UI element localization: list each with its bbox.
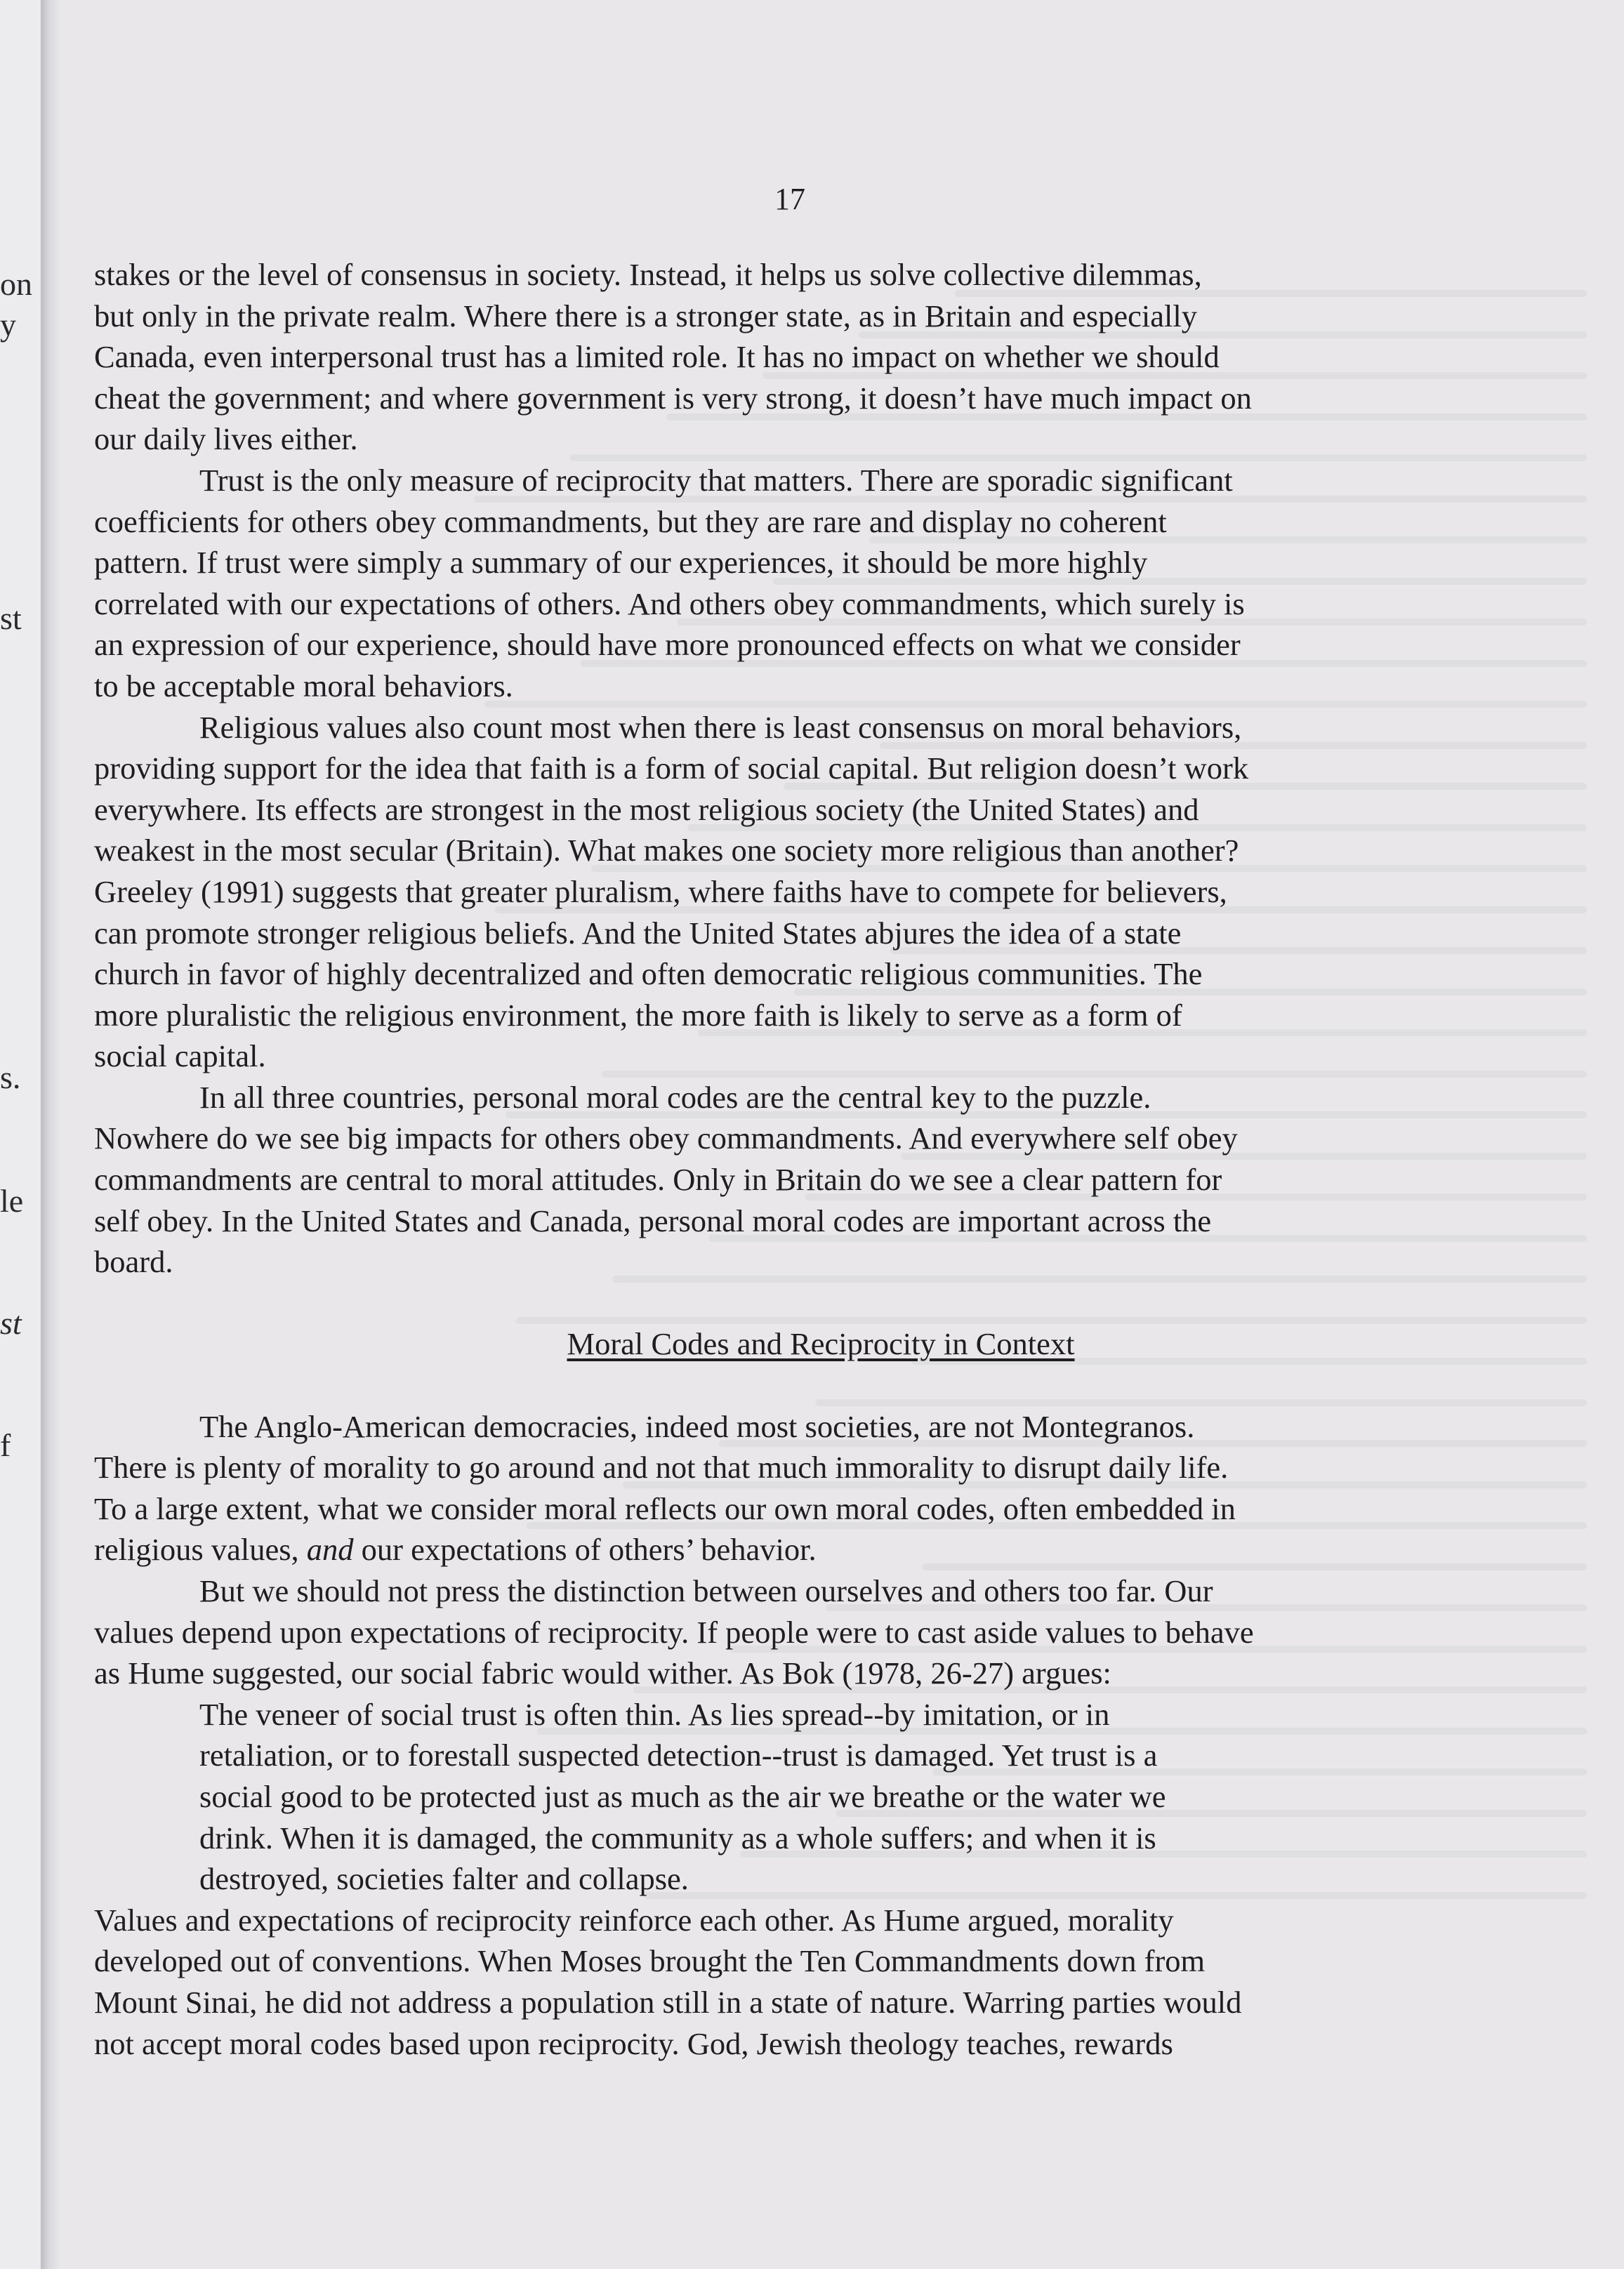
spacer xyxy=(94,1365,1498,1406)
prev-page-fragment: y xyxy=(0,307,16,343)
page-body xyxy=(94,254,1498,2064)
paragraph-line: board. xyxy=(94,1244,173,1280)
paragraph-line: not accept moral codes based upon reciprocity. God, Jewish theology teaches, rewards xyxy=(94,2025,1173,2061)
prev-page-fragment: f xyxy=(0,1427,11,1463)
prev-page-fragment: le xyxy=(0,1183,24,1219)
line-segment: religious values, xyxy=(94,1532,307,1568)
paragraph xyxy=(94,1900,1498,2064)
paragraph xyxy=(94,254,1498,460)
text-flow xyxy=(94,254,1498,2064)
paragraph-line: our daily lives either. xyxy=(94,421,358,457)
spacer xyxy=(94,1283,1498,1324)
paragraph-line: everywhere. Its effects are strongest in the most religious society (the United States) and xyxy=(94,791,1199,827)
quote-line: drink. When it is damaged, the community as a whole suffers; and when it is xyxy=(199,1820,1156,1855)
paragraph-line: Greeley (1991) suggests that greater pluralism, where faiths have to compete for believers, xyxy=(94,873,1227,909)
section-heading: Moral Codes and Reciprocity in Context xyxy=(567,1326,1075,1362)
page-number: 17 xyxy=(774,182,805,216)
paragraph-line: correlated with our expectations of others. And others obey commandments, which surely is xyxy=(94,586,1245,621)
prev-page-fragment: st xyxy=(0,1305,22,1341)
paragraph-line: can promote stronger religious beliefs. And the United States abjures the idea of a state xyxy=(94,915,1182,951)
block-quote xyxy=(94,1694,1498,1900)
paragraph xyxy=(94,1570,1498,1694)
paragraph-line: pattern. If trust were simply a summary of our experiences, it should be more highly xyxy=(94,545,1148,581)
paragraph-line: coefficients for others obey commandments, but they are rare and display no coherent xyxy=(94,503,1167,539)
paragraph-line: as Hume suggested, our social fabric would wither. As Bok (1978, 26-27) argues: xyxy=(94,1655,1111,1691)
paragraph xyxy=(94,1406,1498,1570)
paragraph-line: In all three countries, personal moral codes are the central key to the puzzle. xyxy=(199,1079,1151,1115)
line-segment: our expectations of others’ behavior. xyxy=(353,1532,817,1568)
paragraph-line: cheat the government; and where government is very strong, it doesn’t have much impact on xyxy=(94,380,1252,416)
paragraph-line: values depend upon expectations of reciprocity. If people were to cast aside values to behave xyxy=(94,1614,1254,1650)
quote-line: retaliation, or to forestall suspected detection--trust is damaged. Yet trust is a xyxy=(199,1738,1158,1773)
paragraph-line: Mount Sinai, he did not address a population still in a state of nature. Warring parties would xyxy=(94,1984,1242,2020)
previous-page-edge xyxy=(0,0,44,2269)
paragraph xyxy=(94,707,1498,1077)
quote-line: social good to be protected just as much as the air we breathe or the water we xyxy=(199,1778,1166,1814)
paragraph-line: stakes or the level of consensus in society. Instead, it helps us solve collective dilemmas, xyxy=(94,257,1202,292)
paragraph-line: developed out of conventions. When Moses brought the Ten Commandments down from xyxy=(94,1943,1206,1979)
paragraph-line: to be acceptable moral behaviors. xyxy=(94,668,513,703)
quote-line: destroyed, societies falter and collapse. xyxy=(199,1861,689,1897)
paragraph-line: Religious values also count most when there is least consensus on moral behaviors, xyxy=(199,709,1242,745)
quote-line: The veneer of social trust is often thin. As lies spread--by imitation, or in xyxy=(199,1696,1110,1732)
paragraph-line: commandments are central to moral attitudes. Only in Britain do we see a clear pattern for xyxy=(94,1162,1222,1198)
prev-page-fragment: st xyxy=(0,600,22,636)
paragraph-line: providing support for the idea that faith is a form of social capital. But religion doesn’t work xyxy=(94,750,1249,786)
paragraph-line: To a large extent, what we consider moral reflects our own moral codes, often embedded in xyxy=(94,1490,1236,1526)
paragraph-line: But we should not press the distinction between ourselves and others too far. Our xyxy=(199,1573,1213,1608)
paragraph-line: social capital. xyxy=(94,1038,266,1074)
paragraph-line: an expression of our experience, should have more pronounced effects on what we consider xyxy=(94,627,1241,663)
paragraph xyxy=(94,1077,1498,1283)
binding-gutter xyxy=(41,0,59,2269)
emphasis: and xyxy=(306,1532,354,1568)
prev-page-fragment: on xyxy=(0,266,32,302)
paragraph-line: but only in the private realm. Where there is a stronger state, as in Britain and especially xyxy=(94,298,1197,333)
paragraph-line: Trust is the only measure of reciprocity that matters. There are sporadic significant xyxy=(199,462,1233,498)
paragraph-line: Values and expectations of reciprocity reinforce each other. As Hume argued, morality xyxy=(94,1902,1174,1938)
section-heading-row xyxy=(143,1323,1498,1365)
paragraph-line: Canada, even interpersonal trust has a limited role. It has no impact on whether we should xyxy=(94,339,1220,375)
paragraph-line: Nowhere do we see big impacts for others obey commandments. And everywhere self obey xyxy=(94,1120,1238,1156)
paragraph xyxy=(94,460,1498,707)
paragraph-line: weakest in the most secular (Britain). What makes one society more religious than another? xyxy=(94,833,1239,868)
paragraph-line: There is plenty of morality to go around and not that much immorality to disrupt daily life. xyxy=(94,1450,1229,1486)
paragraph-line: The Anglo-American democracies, indeed most societies, are not Montegranos. xyxy=(199,1408,1195,1444)
paragraph-line: church in favor of highly decentralized and often democratic religious communities. The xyxy=(94,956,1203,992)
paragraph-line: more pluralistic the religious environment, the more faith is likely to serve as a form of xyxy=(94,997,1182,1033)
paragraph-line xyxy=(94,1529,1498,1570)
prev-page-fragment: s. xyxy=(0,1059,21,1095)
paragraph-line: self obey. In the United States and Canada, personal moral codes are important across the xyxy=(94,1203,1212,1238)
